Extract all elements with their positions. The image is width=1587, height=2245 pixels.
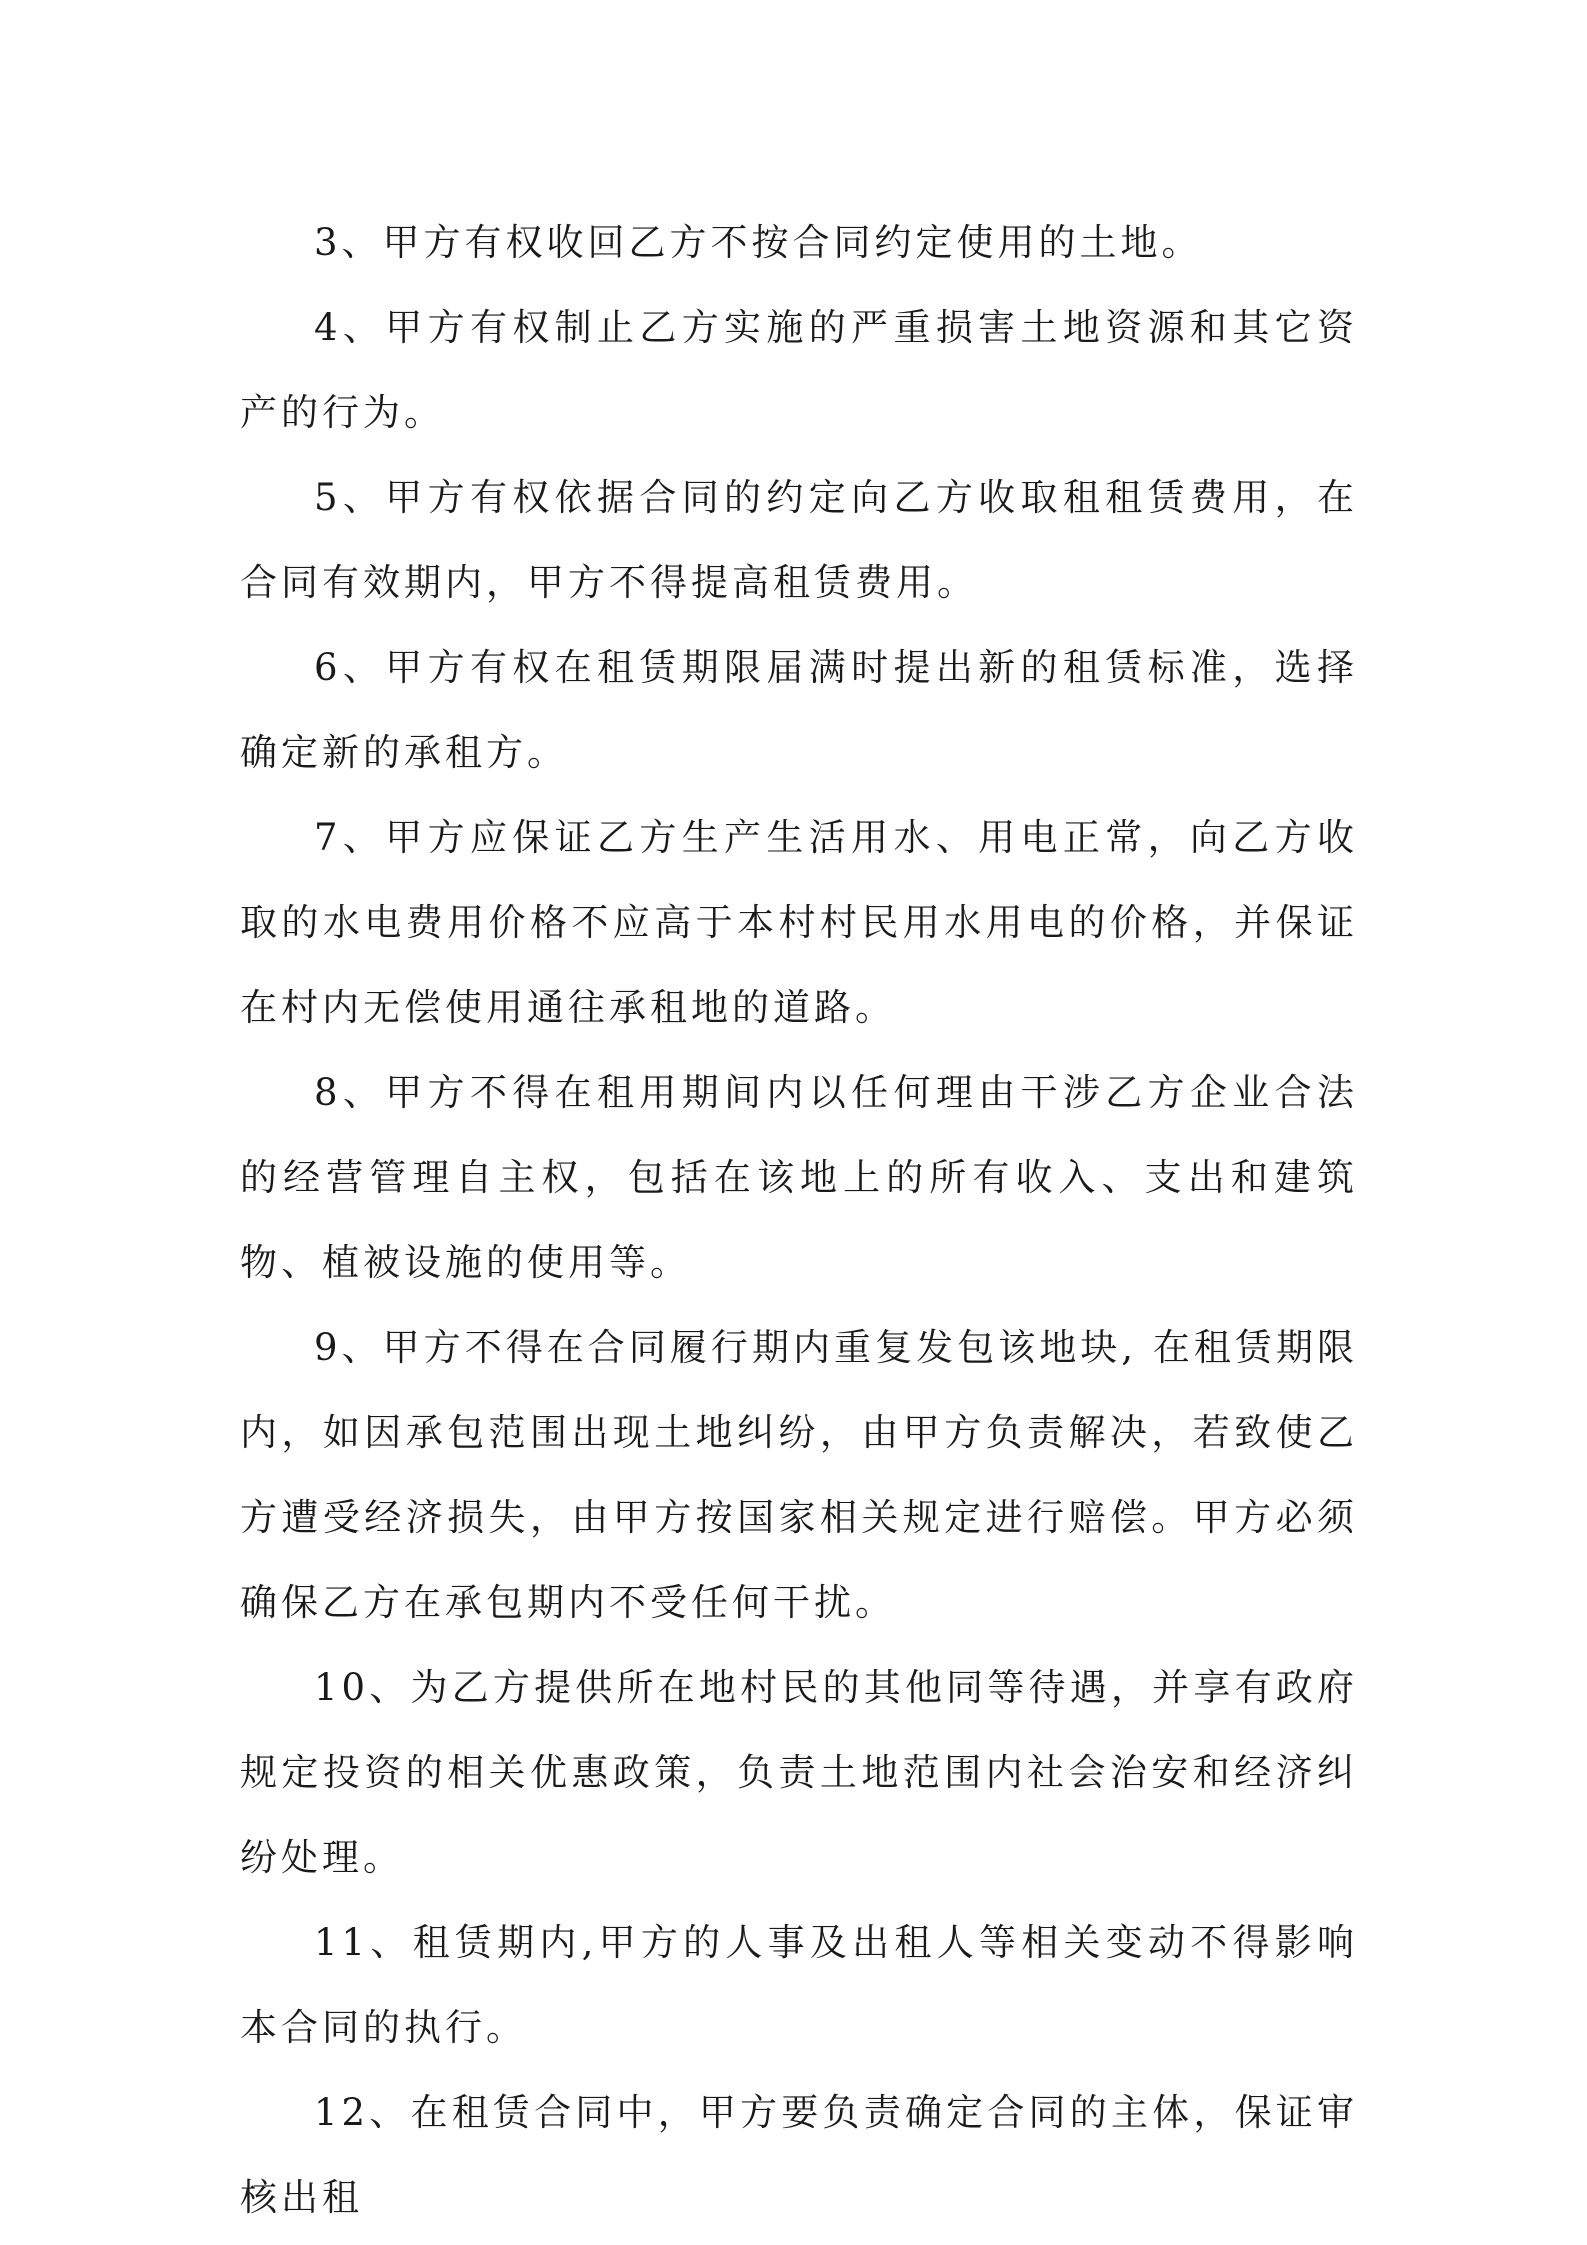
- clause-12: 12、在租赁合同中，甲方要负责确定合同的主体，保证审核出租: [240, 2091, 1358, 2219]
- clause-3: 3、甲方有权收回乙方不按合同约定使用的土地。: [314, 221, 1203, 264]
- clause-4: 4、甲方有权制止乙方实施的严重损害土地资源和其它资产的行为。: [240, 306, 1358, 434]
- clause-6: 6、甲方有权在租赁期限届满时提出新的租赁标准，选择确定新的承租方。: [240, 646, 1358, 774]
- clause-9: 9、甲方不得在合同履行期内重复发包该地块, 在租赁期限内，如因承包范围出现土地纠纷，由甲方负责解决，若致使乙方遭受经济损失，由甲方按国家相关规定进行赔偿。甲方必须确保乙方在承包期内不受任何干扰。: [240, 1326, 1358, 1624]
- document-body: [240, 200, 1358, 2240]
- clause-7: 7、甲方应保证乙方生产生活用水、用电正常，向乙方收取的水电费用价格不应高于本村村民用水用电的价格，并保证在村内无偿使用通往承租地的道路。: [240, 816, 1358, 1029]
- clause-8: 8、甲方不得在租用期间内以任何理由干涉乙方企业合法的经营管理自主权，包括在该地上的所有收入、支出和建筑物、植被设施的使用等。: [240, 1071, 1358, 1284]
- clause-11: 11、租赁期内,甲方的人事及出租人等相关变动不得影响本合同的执行。: [240, 1921, 1358, 2049]
- clause-5: 5、甲方有权依据合同的约定向乙方收取租租赁费用，在合同有效期内，甲方不得提高租赁费用。: [240, 476, 1358, 604]
- clause-10: 10、为乙方提供所在地村民的其他同等待遇，并享有政府规定投资的相关优惠政策，负责土地范围内社会治安和经济纠纷处理。: [240, 1666, 1358, 1879]
